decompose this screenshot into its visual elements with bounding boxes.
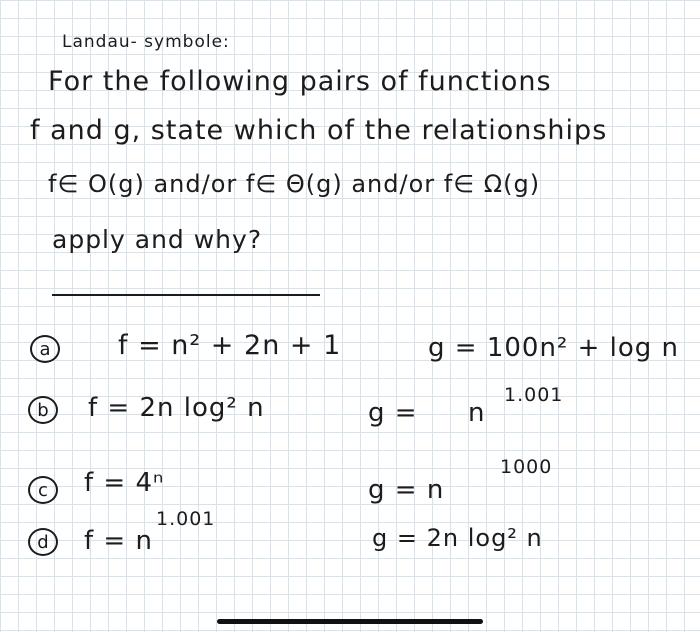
problem-c-g: g = n <box>368 475 445 505</box>
problem-a-f: f = n² + 2n + 1 <box>118 330 342 361</box>
problem-d-f-exponent: 1.001 <box>156 508 216 530</box>
prompt-line-1: For the following pairs of functions <box>48 66 552 97</box>
divider-underline <box>52 294 320 296</box>
problem-c-f: f = 4ⁿ <box>84 468 165 498</box>
problem-d-letter: d <box>37 531 49 553</box>
problem-c-label <box>28 476 58 504</box>
home-indicator-bar[interactable] <box>217 619 483 624</box>
problem-b-g-prefix: g = <box>368 398 418 428</box>
prompt-line-3: f∈ O(g) and/or f∈ Θ(g) and/or f∈ Ω(g) <box>48 170 541 198</box>
problem-b-g-exponent: 1.001 <box>504 384 564 406</box>
problem-d-label <box>28 528 58 556</box>
problem-a-g: g = 100n² + log n <box>428 333 680 363</box>
prompt-line-2: f and g, state which of the relationships <box>30 115 608 146</box>
problem-d-f-base: f = n <box>84 526 153 556</box>
problem-a-label <box>30 335 60 363</box>
problem-d-g: g = 2n log² n <box>372 524 543 552</box>
problem-b-f: f = 2n log² n <box>88 393 265 423</box>
problem-b-label <box>28 396 58 424</box>
problem-c-g-exponent: 1000 <box>500 456 553 478</box>
problem-c-letter: c <box>38 479 48 501</box>
problem-a-letter: a <box>39 338 51 360</box>
note-title: Landau- symbole: <box>62 32 230 52</box>
problem-b-letter: b <box>37 399 49 421</box>
prompt-line-4: apply and why? <box>52 225 263 254</box>
problem-b-g-base: n <box>468 398 486 428</box>
